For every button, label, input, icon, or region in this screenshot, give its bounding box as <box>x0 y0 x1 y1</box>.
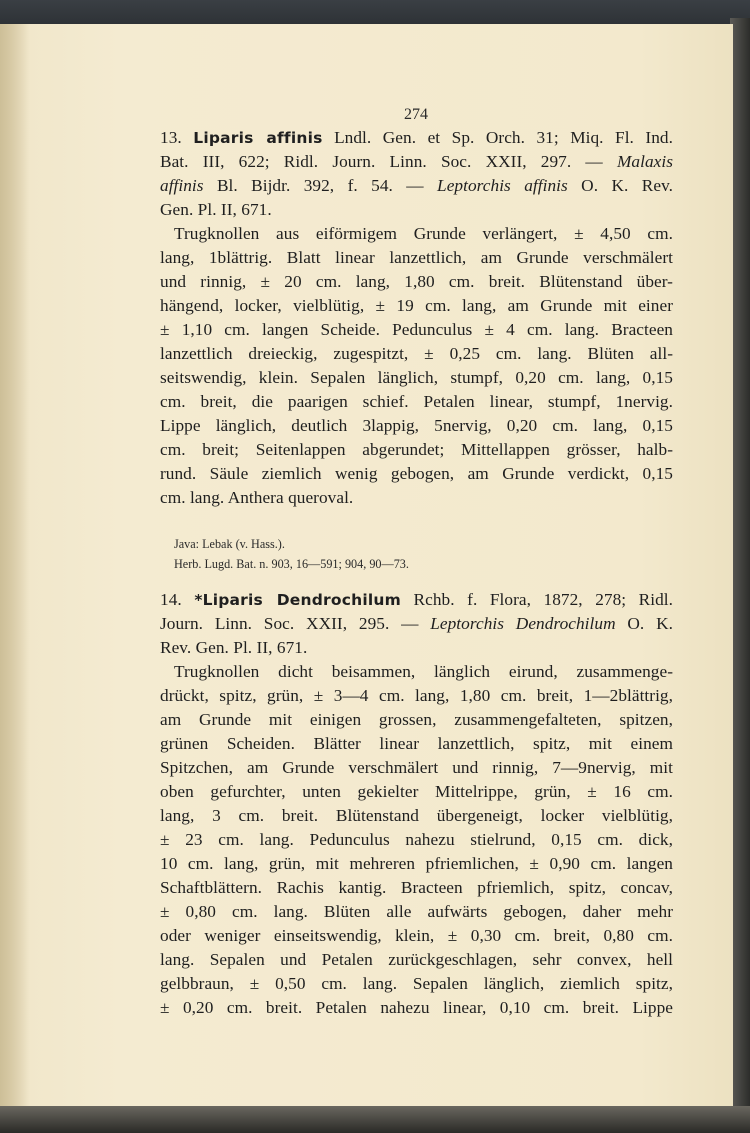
entry-13-locality: Java: Lebak (v. Hass.). <box>174 537 285 551</box>
entry-13-line-4: Gen. Pl. II, 671. <box>160 200 272 219</box>
entry13-body-line: lanzettlich dreieckig, zugespitzt, ± 0,25 cm. lang. Blüten all- <box>160 344 673 363</box>
entry-13-synonym: Malaxis <box>616 152 673 171</box>
entry14-body-line: grünen Scheiden. Blätter linear lanzettlich, spitz, mit einem <box>160 734 673 753</box>
entry-14-citation: Rchb. f. Flora, 1872, 278; Ridl. <box>413 590 674 609</box>
entry-13-synonym: Leptorchis affinis <box>437 176 568 195</box>
entry13-body-line: cm. lang. Anthera queroval. <box>160 488 354 507</box>
entry14-body-line: drückt, spitz, grün, ± 3—4 cm. lang, 1,80 cm. breit, 1—2blättrig, <box>160 686 673 705</box>
entry-14-line-2 <box>160 612 673 636</box>
entry-13-synonym: affinis <box>160 176 204 195</box>
page-gutter-shadow <box>0 24 30 1114</box>
entry14-body-line: Spitzchen, am Grunde verschmälert und rinnig, 7—9nervig, mit <box>160 758 673 777</box>
entry14-body-line: am Grunde mit einigen grossen, zusammengefalteten, spitzen, <box>160 710 673 729</box>
entry-13-citation: Lndl. Gen. et Sp. Orch. 31; Miq. Fl. Ind. <box>334 128 673 147</box>
entry14-body-line: oder weniger einseitswendig, klein, ± 0,30 cm. breit, 0,80 cm. <box>160 926 673 945</box>
entry13-body-line: ± 1,10 cm. langen Scheide. Pedunculus ± 4 cm. lang. Bracteen <box>160 320 673 339</box>
entry14-body-line: lang, 3 cm. breit. Blütenstand übergeneigt, locker vielblütig, <box>160 806 673 825</box>
entry-14-synonym: Leptorchis Dendrochilum <box>430 614 616 633</box>
entry-13-line-3 <box>160 174 673 198</box>
entry-13-herbarium: Herb. Lugd. Bat. n. 903, 16—591; 904, 90—73. <box>174 557 409 571</box>
book-edge-right <box>730 18 750 1133</box>
entry-14-genus: *Liparis Dendrochilum <box>194 591 401 609</box>
entry14-body-line: Schaftblättern. Rachis kantig. Bracteen pfriemlich, spitz, concav, <box>160 878 673 897</box>
entry13-body-line: hängend, locker, vielblütig, ± 19 cm. lang, am Grunde mit einer <box>160 296 673 315</box>
entry-13-genus: Liparis affinis <box>193 129 323 147</box>
entry-14-line-1 <box>160 588 673 612</box>
entry14-body-line: Trugknollen dicht beisammen, länglich eirund, zusammenge- <box>174 662 673 681</box>
entry-13-line-2 <box>160 150 673 174</box>
entry-13-number: 13. <box>160 128 182 147</box>
entry14-body-line: ± 0,80 cm. lang. Blüten alle aufwärts gebogen, daher mehr <box>160 902 673 921</box>
entry14-body-line: gelbbraun, ± 0,50 cm. lang. Sepalen länglich, ziemlich spitz, <box>160 974 673 993</box>
entry-14-number: 14. <box>160 590 182 609</box>
entry13-body-line: Lippe länglich, deutlich 3lappig, 5nervig, 0,20 cm. lang, 0,15 <box>160 416 673 435</box>
page-number: 274 <box>404 106 428 123</box>
entry-13-citation: Bl. Bijdr. 392, f. 54. — <box>203 176 438 195</box>
book-edge-bottom <box>0 1106 750 1133</box>
entry14-body-line: ± 23 cm. lang. Pedunculus nahezu stielrund, 0,15 cm. dick, <box>160 830 673 849</box>
entry-14-line-3: Rev. Gen. Pl. II, 671. <box>160 638 308 657</box>
entry13-body-line: seitswendig, klein. Sepalen länglich, stumpf, 0,20 cm. lang, 0,15 <box>160 368 673 387</box>
entry13-body-line: rund. Säule ziemlich wenig gebogen, am Grunde verdickt, 0,15 <box>160 464 673 483</box>
entry13-body-line: und rinnig, ± 20 cm. lang, 1,80 cm. breit. Blütenstand über- <box>160 272 673 291</box>
entry13-body-line: Trugknollen aus eiförmigem Grunde verlängert, ± 4,50 cm. <box>174 224 673 243</box>
entry14-body-line: oben gefurchter, unten gekielter Mittelrippe, grün, ± 16 cm. <box>160 782 673 801</box>
entry13-body-line: cm. breit; Seitenlappen abgerundet; Mittellappen grösser, halb- <box>160 440 673 459</box>
entry13-body-line: lang, 1blättrig. Blatt linear lanzettlich, am Grunde verschmälert <box>160 248 673 267</box>
entry-14-citation: Journ. Linn. Soc. XXII, 295. — <box>160 614 431 633</box>
entry-14-citation: O. K. <box>615 614 673 633</box>
entry-13-citation: Bat. III, 622; Ridl. Journ. Linn. Soc. XXII, 297. — <box>160 152 617 171</box>
entry14-body-line: lang. Sepalen und Petalen zurückgeschlagen, sehr convex, hell <box>160 950 673 969</box>
entry13-body-line: cm. breit, die paarigen schief. Petalen linear, stumpf, 1nervig. <box>160 392 673 411</box>
entry14-body-line: ± 0,20 cm. breit. Petalen nahezu linear, 0,10 cm. breit. Lippe <box>160 998 673 1017</box>
entry14-body-line: 10 cm. lang, grün, mit mehreren pfriemlichen, ± 0,90 cm. langen <box>160 854 673 873</box>
entry-13-citation: O. K. Rev. <box>567 176 674 195</box>
entry-13-line-1 <box>160 126 673 150</box>
